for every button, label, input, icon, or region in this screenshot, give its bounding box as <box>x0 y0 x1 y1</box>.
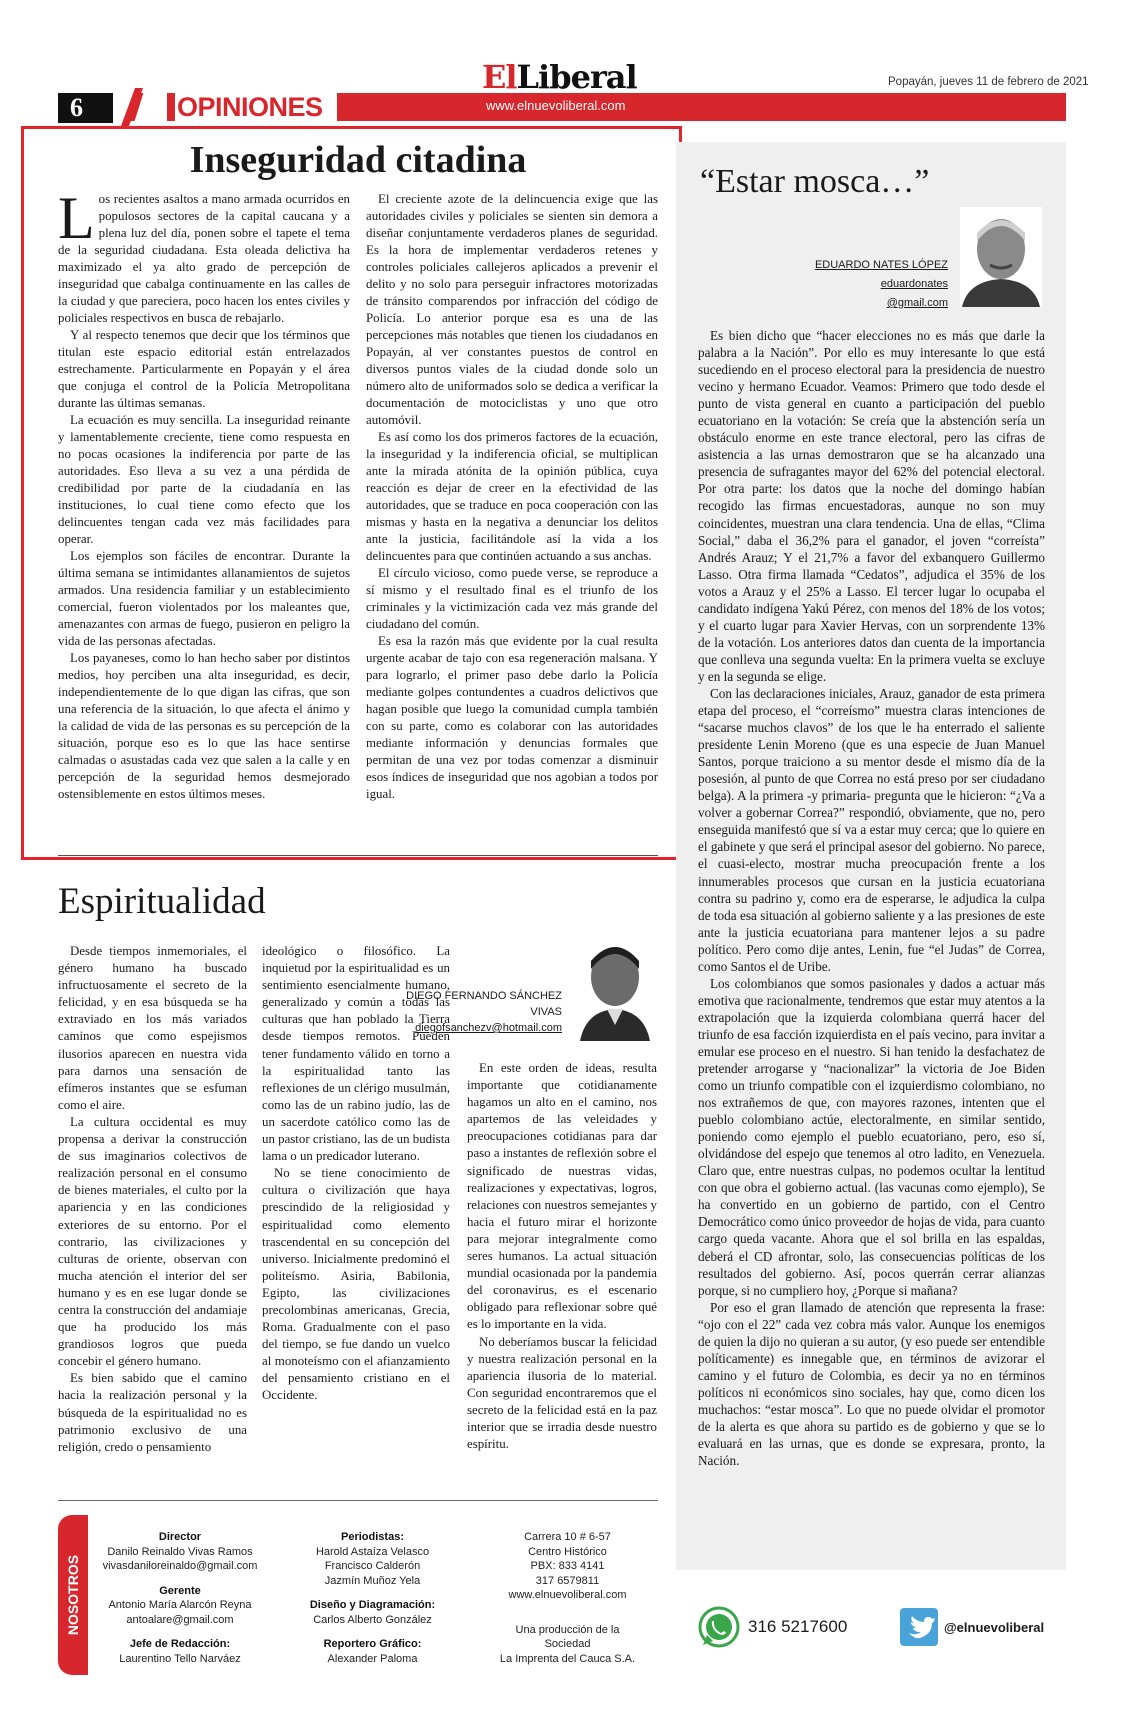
editorial-paragraph: Los ejemplos son fáciles de encontrar. Durante la última semana se intimidantes allanamientos de sujetos armados. Una residencia familiar y un establecimiento comercial, fueron violentados por los maleantes que, amenazantes con armas de fuego, pusieron en peligro la vida de las personas afectadas. <box>58 549 350 648</box>
editorial-paragraph: Es así como los dos primeros factores de la ecuación, la inseguridad y la indiferencia oficial, se multiplican ante la mirada atónita de la opinión pública, cuya reacción es dejar de creer en la efectividad de las autoridades, que se traduce en poca cooperación con las mismas y hasta en la negativa a denunciar los delitos ante la justicia, facilitándole así la vida a los delincuentes para que continúen actuando a sus anchas. <box>366 430 658 563</box>
article-paragraph: Es bien sabido que el camino hacia la realización personal y la búsqueda de la espiritualidad no es patrimonio exclusivo de una religión, credo o pensamiento <box>58 1371 247 1454</box>
author-email-domain[interactable]: @gmail.com <box>886 297 948 309</box>
website-url[interactable]: www.elnuevoliberal.com <box>486 98 626 113</box>
address-line: Carrera 10 # 6-57 <box>524 1531 611 1543</box>
staff-role: Gerente <box>159 1584 201 1597</box>
opinion-column-body <box>698 327 1045 1542</box>
article-paragraph: No deberíamos buscar la felicidad y nuestra realización personal en la apariencia ilusoria de lo material. Con seguridad encontraremos que el secreto de la felicidad está en la paz interior que se irradia desde nuestro espíritu. <box>467 1334 657 1452</box>
editorial-paragraph: Es esa la razón más que evidente por la cual resulta urgente acabar de tajo con esa regeneración malsana. Y para lograrlo, el primer paso debe darlo la Policía mediante golpes contundentes a cuadros delictivos que hagan posible que luego la comunidad cumpla también con su parte, como es colaborar con las autoridades mediante información y denuncias formales que permitan de una vez por todas comenzar a disminuir esos índices de inseguridad que nos agobian a todos por igual. <box>366 634 658 801</box>
issue-date: Popayán, jueves 11 de febrero de 2021 <box>888 76 1089 88</box>
website-link[interactable]: www.elnuevoliberal.com <box>508 1589 627 1601</box>
staff-name: Alexander Paloma <box>327 1652 418 1665</box>
author-photo <box>960 207 1042 307</box>
article-title-estar-mosca: “Estar mosca…” <box>700 163 930 200</box>
staff-role: Jefe de Redacción: <box>129 1638 231 1650</box>
editorial-paragraph: La ecuación es muy sencilla. La inseguridad reinante y lamentablemente creciente, tiene como respuesta en no pocas ocasiones la indiferencia por parte de las autoridades. Eso lleva a su vez a una pérdida de credibilidad por parte de la ciudadanía en las instituciones, lo cual tiene como efecto que los delincuentes tengan cada vez más facilidades para operar. <box>58 413 350 546</box>
editorial-paragraph: El creciente azote de la delincuencia exige que las autoridades civiles y policiales se sienten sin demora a diseñar conjuntamente verdaderos planes de seguridad. Es la hora de implementar verdaderos retenes y controles policiales callejeros aplicados a prevenir el delito y no solo para perseguir infractores motorizadas de tránsito comparendos por infracción del código de Policía. Lo anterior porque esa es una de las percepciones más notables que tienen los ciudadanos en Popayán, al ver constantes puestos de control en diversos puntos viales de la ciudad donde solo un número alto de uniformados solo se dedica a verificar la documentación de motociclistas y uno que otro automóvil. <box>366 192 658 427</box>
article-paragraph: No se tiene conocimiento de cultura o civilización que haya prescindido de la religiosidad y espiritualidad como elemento trascendental en su concepción del universo. Inicialmente predominó el politeísmo. Asiria, Babilonia, Egipto, las civilizaciones precolombinas americanas, Grecia, Roma. Gradualmente con el paso del tiempo, se fue dando un vuelco al monoteísmo con el afianzamiento del pensamiento cristiano en el Occidente. <box>262 1166 450 1403</box>
espiritualidad-column-2 <box>262 943 450 1478</box>
staff-role: Periodistas: <box>341 1531 404 1543</box>
production-credit: La Imprenta del Cauca S.A. <box>499 1652 636 1665</box>
staff-column-1 <box>100 1530 260 1666</box>
article-paragraph: Es bien dicho que “hacer elecciones no es más que darle la palabra a la Nación”. Por ello es muy interesante lo que está sucediendo en el proceso electoral para la presidencia de nuestro vecino y hermano Ecuador. Veamos: Primero que todo desde el punto de vista general en cuanto a participación del pueblo ecuatoriano en la votación: Se creía que la abstención sería un obstáculo enorme en este trance electoral, pero las cifras de asistencia a las urnas demostraron que se ha alcanzado una presencia de sufragantes mayor del 62% del potencial electoral. Por otra parte: los datos que la noche del domingo habían recogido las firmas encuestadoras, aunque no son muy coincidentes, muestran una clara tendencia. Una de ellas, “Clima Social,” daba el 36,2% para el ganador, el joven “correísta” Andrés Arauz; Y el 21,7% a favor del exbanquero Guillermo Lasso. Otra firma llamada “Cedatos”, adjudica el 35% de los votos a Arauz y el 25% a Lasso. El tercer lugar lo ocupaba el candidato indígena Yakú Pérez, con menos del 18% de los votos; y el cuarto lugar para Xavier Hervas, con un sorprendente 13% de la votación. Los anteriores datos dan cuenta de la importancia que conlleva una segunda vuelta: En la primera vuelta se excluye y en la segunda se elige. <box>698 328 1045 684</box>
staff-name: Laurentino Tello Narváez <box>119 1652 241 1665</box>
article-paragraph: Desde tiempos inmemoriales, el género humano ha buscado infructuosamente el secreto de la felicidad, y en esa búsqueda se ha extraviado en los más variados caminos que como espejismos ilusorios aparecen en nuestra vida para darnos una sensación de efímeros instantes que se esfuman como el aire. <box>58 944 247 1112</box>
espiritualidad-column-3 <box>467 1060 657 1478</box>
editorial-paragraph: El círculo vicioso, como puede verse, se reproduce a sí mismo y el resultado final es el triunfo de los criminales y la victimización cada vez más grande del ciudadano del común. <box>366 566 658 631</box>
staff-email[interactable]: vivasdaniloreinaldo@gmail.com <box>102 1560 258 1572</box>
staff-column-2 <box>300 1530 445 1666</box>
editorial-title: Inseguridad citadina <box>189 139 527 181</box>
staff-name: Danilo Reinaldo Vivas Ramos <box>107 1545 253 1558</box>
logo-liberal: Liberal <box>516 58 637 96</box>
contact-info <box>495 1530 640 1666</box>
staff-name: Jazmín Muñoz Yela <box>324 1574 421 1587</box>
author-email[interactable]: diegofsanchezv@hotmail.com <box>415 1022 562 1034</box>
author-email-user[interactable]: eduardonates <box>880 278 948 290</box>
nosotros-label: NOSOTROS <box>65 1554 81 1636</box>
twitter-handle[interactable]: @elnuevoliberal <box>944 1620 1045 1635</box>
page-number: 6 <box>58 93 116 123</box>
article-paragraph: ideológico o filosófico. La inquietud por la espiritualidad es un sentimiento esencialmente humano, generalizado y común a todas las culturas que han poblado la Tierra desde tiempos remotos. Pueden tener fundamento válido en torno a la espiritualidad tanto las reflexiones de un clérigo musulmán, como las de un rabino judío, las de un sacerdote católico como las de un pastor cristiano, las de un budista lama o un predicador luterano. <box>262 944 450 1164</box>
article-paragraph: Los colombianos que somos pasionales y dados a actuar más emotiva que racionalmente, tendremos que estar muy atentos a la extrapolación que la izquierda colombiana querrá hacer del triunfo de esa facción izquierdista en el país vecino, para invitar a emular ese proceso en el nuestro. Si han tenido la desfachatez de pretender arrogarse y “nacionalizar” la victoria de Joe Biden como un triunfo compatible con el izquierdismo colombiano, no nos extrañemos de que, con mayores razones, intenten que el pueblo colombiano actúe, electoralmente, en similar sentido, poniendo como ejemplo el pueblo ecuatoriano, pero, eso sí, olvidándose del espejo que tenemos al otro ladito, en Venezuela. Claro que, entre nuestras culpas, no podemos ocultar la lentitud con que obra el gobierno actual. (las vacunas como ejemplo), Se ha convertido en un gobierno de partido, con el Centro Democrático como único proveedor de hojas de vida, para cuanto cargo queda vacante. Ahora que el sol brilla en las espaldas, deberá el CD afrontar, solo, las consecuencias políticas de los resultados del gobierno. Así, pocos querrán cerrar alianzas porque, si no cumpliero hoy, ¿Porque si mañana? <box>698 975 1045 1298</box>
article-title-espiritualidad: Espiritualidad <box>58 881 266 922</box>
staff-role: Director <box>158 1531 202 1543</box>
author-name: DIEGO FERNANDO SÁNCHEZ VIVAS <box>406 990 562 1018</box>
editorial-column-2 <box>366 191 658 827</box>
editorial-paragraph: Y al respecto tenemos que decir que los términos que titulan este espacio editorial están entrelazados estrechamente. Particularmente en Popayán y el área que conjuga el control de la Policía Metropolitana durante las últimas semanas. <box>58 328 350 410</box>
production-credit: Una producción de la Sociedad <box>515 1623 620 1650</box>
espiritualidad-column-1 <box>58 943 247 1478</box>
staff-email[interactable]: antoalare@gmail.com <box>126 1613 234 1626</box>
section-band-wedge <box>113 88 167 126</box>
editorial-column-1 <box>58 191 350 827</box>
phone-line: PBX: 833 4141 <box>530 1560 605 1572</box>
staff-name: Francisco Calderón <box>324 1560 421 1572</box>
staff-role: Diseño y Diagramación: <box>309 1599 436 1611</box>
divider <box>58 855 658 856</box>
newspaper-logo <box>482 58 637 96</box>
staff-role: Reportero Gráfico: <box>323 1638 422 1650</box>
article-paragraph: La cultura occidental es muy propensa a derivar la construcción de sus imaginarios colectivos de realización personal en el consumo de bienes materiales, el culto por la apariencia y en las condiciones exteriores de su entorno. Por el contrario, las civilizaciones y culturas de oriente, observan con mucha atención el interior del ser humano y es en ese lugar donde se centra la construcción del andamiaje que ha producido los más grandiosos logros que pueda concebir el género humano. <box>58 1114 247 1369</box>
article-paragraph: En este orden de ideas, resulta importante que cotidianamente hagamos un alto en el camino, nos apartemos de las veleidades y preocupaciones cotidianas para dar paso a instantes de reflexión sobre el significado de nuestras vidas, realizaciones y expectativas, logros, relaciones con nuestros semejantes y hacia el futuro mirar el horizonte para mejorar integralmente como seres humanos. La actual situación mundial ocasionada por la pandemia del coronavirus, es el escenario obligado para reflexionar sobre qué es lo importante en la vida. <box>467 1061 657 1332</box>
staff-name: Carlos Alberto González <box>313 1613 432 1626</box>
article-paragraph: Por eso el gran llamado de atención que representa la frase: “ojo con el 22” cada vez cobra más valor. Aunque los enemigos de quien la dijo no quieran a su autor, (y eso puede ser entendible políticamente) es innegable que, en términos de avizorar el camino y el futuro de Colombia, es decir ya no en términos políticos ni económicos sino sociales, hay que, como dicen los muchachos: “estar mosca”. Lo que no puede olvidar el promotor de la alerta es que ahora su partido es de gobierno y que se lo evaluará en las urnas, que es donde se expresara, pronto, la Nación. <box>698 1299 1045 1469</box>
divider <box>58 1500 658 1501</box>
drop-cap: L <box>58 191 95 251</box>
staff-name: Harold Astaíza Velasco <box>315 1545 430 1558</box>
phone-line: 317 6579811 <box>535 1574 600 1587</box>
author-photo <box>576 939 654 1041</box>
whatsapp-icon[interactable] <box>697 1605 741 1649</box>
author-name: EDUARDO NATES LÓPEZ <box>814 259 948 271</box>
editorial-paragraph: Los payaneses, como lo han hecho saber por distintos medios, hoy perciben una alta inseguridad, es decir, independientemente de lo que digan las cifras, que son una referencia de la situación, lo que afecta el ánimo y la calidad de vida de las personas es su percepción de la situación, porque eso es lo que las hace sentirse calmadas o asustadas cada vez que salen a la calle y en percepción de la seguridad hemos desmejorado ostensiblemente en estos últimos meses. <box>58 651 350 801</box>
twitter-icon[interactable] <box>900 1608 938 1646</box>
editorial-paragraph: os recientes asaltos a mano armada ocurridos en populosos sectores de la capital caucana y a plena luz del día, ponen sobre el tapete el tema de la seguridad ciudadana. Esta oleada delictiva ha maximizado el ya alto grado de percepción de inseguridad que cabalga continuamente en las calles de la ciudad y que pareciera, poco hacen los entes civiles y policiales respectivos en busca de rebajarlo. <box>58 192 350 325</box>
address-line: Centro Histórico <box>528 1545 607 1558</box>
section-title: OPINIONES <box>175 92 337 122</box>
article-paragraph: Con las declaraciones iniciales, Arauz, ganador de esta primera etapa del proceso, el “correísmo” muestra claras intenciones de “sacarse muchos clavos” de los que le ha enterrado el saliente presidente Lenin Moreno (que es una especie de Juan Manuel Santos, porque traiciono a su mentor desde el mismo día de la posesión, al punto de que Correa no está preso por ser ciudadano belga). A la primera -y primaria- pregunta que le hicieron: “¿Va a volver a gobernar Correa?” respondió, obviamente, que no, pero enseguida manifestó que sí va a estar muy cerca; que lo quiere en el gabinete y que será el principal asesor del gobierno. No parece, el cuasi-electo, mostrar mucha preocupación frente a los innumerables procesos que cursan en la justicia ecuatoriana contra su padrino y, como era de esperarse, le adjudica la culpa de toda esa situación al gobierno saliente y a las presiones de este ante la justicia ecuatoriana para mantener lejos a su padre político. Pero como dije antes, Lenin, fue “el Judas” de Correa, como Santos el de Uribe. <box>698 685 1045 974</box>
whatsapp-phone[interactable]: 316 5217600 <box>748 1617 848 1636</box>
staff-name: Antonio María Alarcón Reyna <box>108 1599 252 1611</box>
byline <box>790 256 948 313</box>
logo-el: El <box>482 58 517 96</box>
